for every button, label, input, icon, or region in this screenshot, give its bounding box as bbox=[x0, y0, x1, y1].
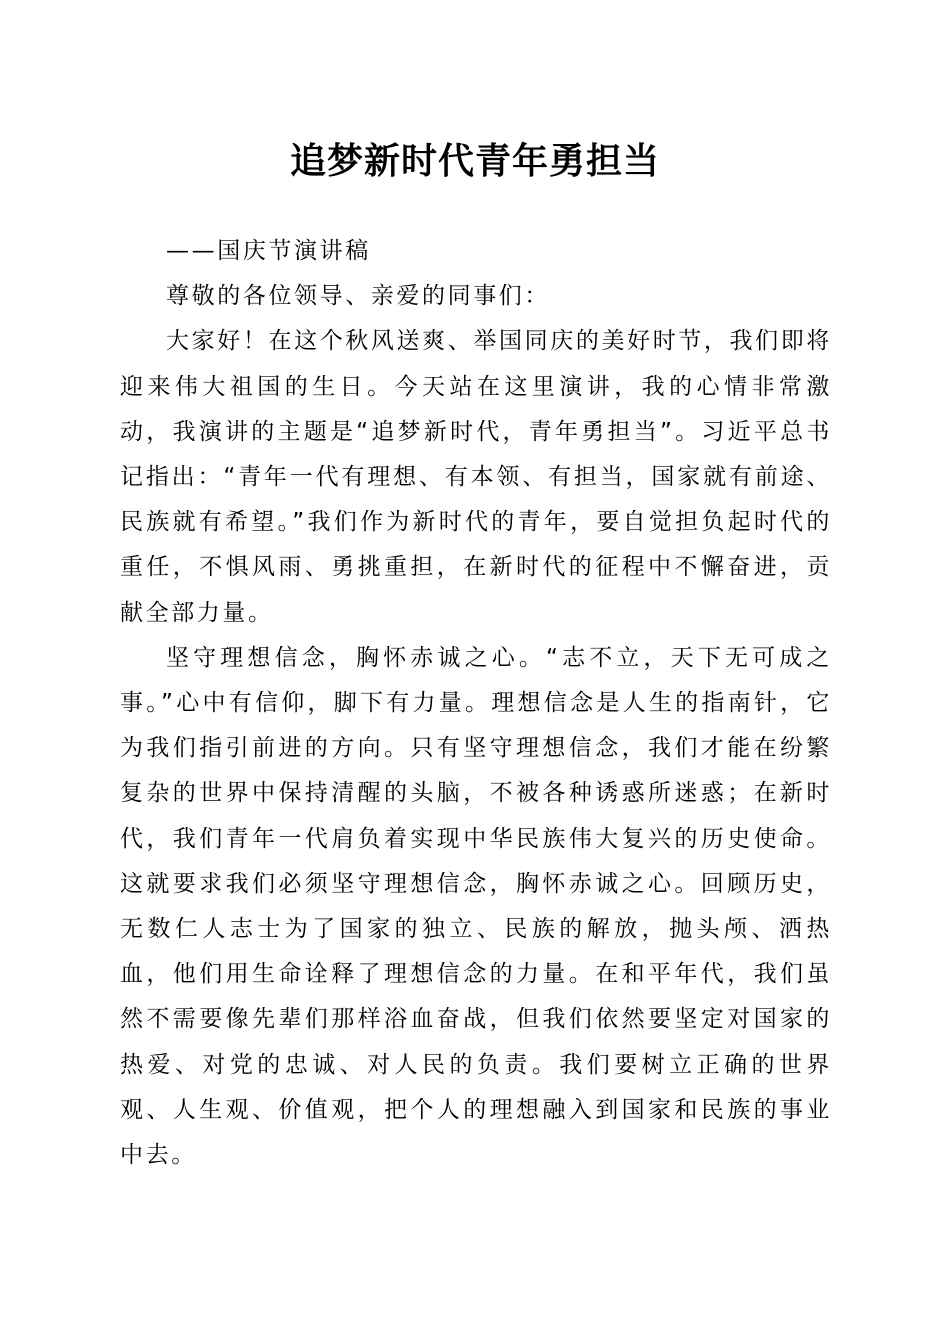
salutation: 尊敬的各位领导、亲爱的同事们： bbox=[166, 283, 550, 310]
paragraph: 坚守理想信念，胸怀赤诚之心。“志不立，天下无可成之事。”心中有信仰，脚下有力量。理想信念是人生的指南针，它为我们指引前进的方向。只有坚守理想信念，我们才能在纷繁复杂的世界中保持清醒的头脑，不被各种诱惑所迷惑；在新时代，我们青年一代肩负着实现中华民族伟大复兴的历史使命。这就要求我们必须坚守理想信念，胸怀赤诚之心。回顾历史，无数仁人志士为了国家的独立、民族的解放，抛头颅、洒热血，他们用生命诠释了理想信念的力量。在和平年代，我们虽然不需要像先辈们那样浴血奋战，但我们依然要坚定对国家的热爱、对党的忠诚、对人民的负责。我们要树立正确的世界观、人生观、价值观，把个人的理想融入到国家和民族的事业中去。 bbox=[120, 644, 832, 1169]
subtitle: ——国庆节演讲稿 bbox=[166, 238, 371, 264]
paragraph: 大家好！在这个秋风送爽、举国同庆的美好时节，我们即将迎来伟大祖国的生日。今天站在这里演讲，我的心情非常激动，我演讲的主题是“追梦新时代，青年勇担当”。习近平总书记指出：“青年一代有理想、有本领、有担当，国家就有前途、民族就有希望。”我们作为新时代的青年，要自觉担负起时代的重任，不惧风雨、勇挑重担，在新时代的征程中不懈奋进，贡献全部力量。 bbox=[120, 328, 832, 626]
document-body bbox=[120, 229, 832, 1178]
document-title: 追梦新时代青年勇担当 bbox=[289, 140, 660, 182]
